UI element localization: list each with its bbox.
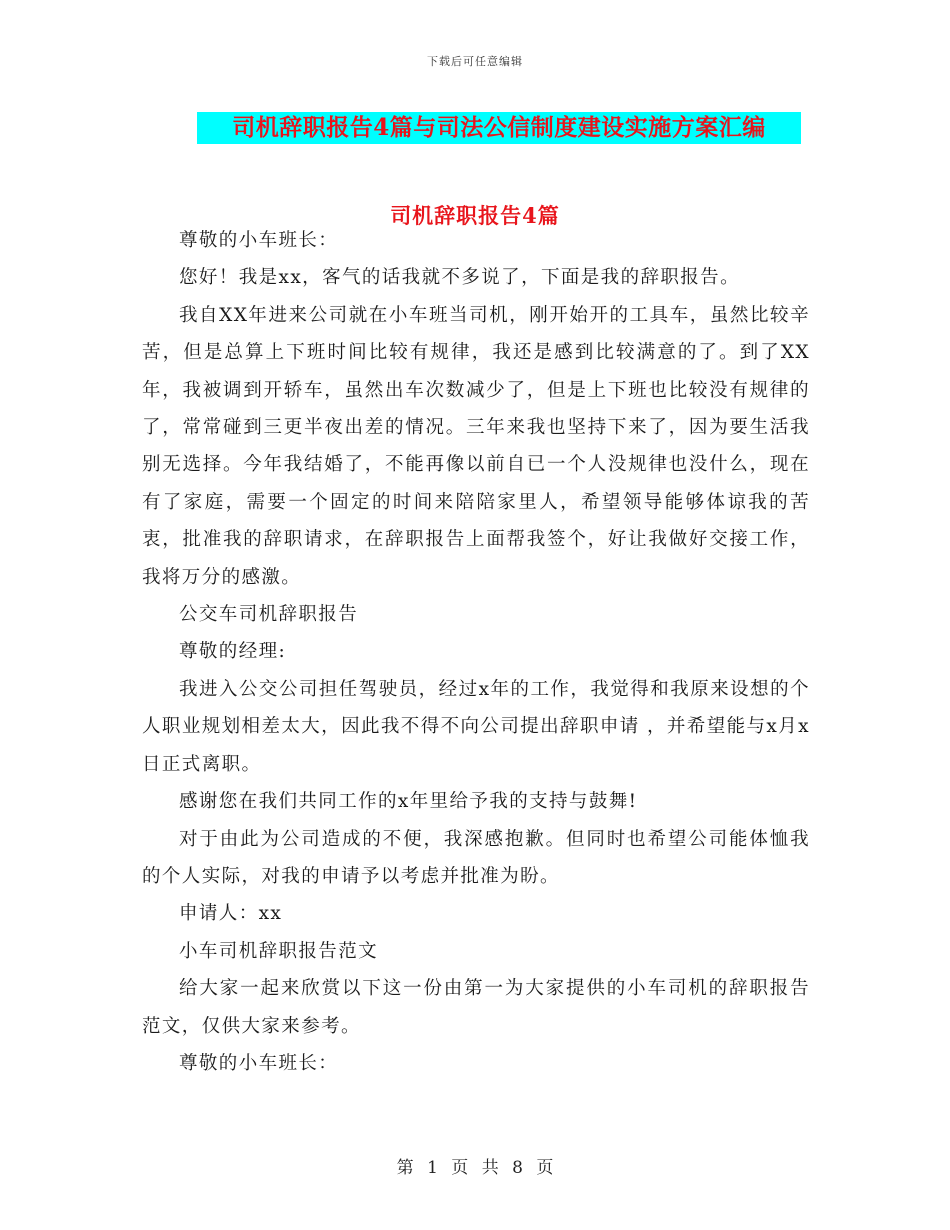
paragraph-signature: 申请人：xx — [179, 903, 283, 925]
paragraph-salutation: 尊敬的小车班长： — [179, 230, 339, 251]
document-body — [142, 222, 810, 1082]
header-note: 下载后可任意编辑 — [427, 55, 523, 68]
paragraph-greeting: 您好！我是xx，客气的话我就不多说了，下面是我的辞职报告。 — [179, 267, 740, 289]
paragraph-heading: 公交车司机辞职报告 — [179, 604, 359, 626]
page-footer: 第 1 页 共 8 页 — [396, 1158, 554, 1178]
paragraph-body: 给大家一起来欣赏以下这一份由第一为大家提供的小车司机的辞职报告范文，仅供大家来参考。 — [142, 978, 810, 1037]
main-title-highlight — [197, 112, 801, 144]
main-title: 司机辞职报告4篇与司法公信制度建设实施方案汇编 — [232, 114, 766, 141]
paragraph-body: 对于由此为公司造成的不便，我深感抱歉。但同时也希望公司能体恤我的个人实际，对我的申请予以考虑并批准为盼。 — [142, 828, 810, 887]
paragraph-heading: 小车司机辞职报告范文 — [179, 940, 379, 962]
section-title: 司机辞职报告4篇 — [390, 203, 560, 228]
paragraph-body: 我进入公交公司担任驾驶员，经过x年的工作，我觉得和我原来设想的个人职业规划相差太大，因此我不得不向公司提出辞职申请 ，并希望能与x月x日正式离职。 — [142, 678, 810, 775]
paragraph-body: 感谢您在我们共同工作的x年里给予我的支持与鼓舞! — [179, 791, 638, 813]
paragraph-salutation: 尊敬的小车班长： — [179, 1052, 339, 1074]
paragraph-body: 我自XX年进来公司就在小车班当司机，刚开始开的工具车，虽然比较辛苦，但是总算上下班时间比较有规律，我还是感到比较满意的了。到了XX年，我被调到开轿车，虽然出车次数减少了，但是上下班也比较没有规律的了，常常碰到三更半夜出差的情况。三年来我也坚持下来了，因为要生活我别无选择。今年我结婚了，不能再像以前自已一个人没规律也没什么，现在有了家庭，需要一个固定的时间来陪陪家里人，希望领导能够体谅我的苦衷，批准我的辞职请求，在辞职报告上面帮我签个，好让我做好交接工作，我将万分的感激。 — [142, 304, 810, 588]
paragraph-salutation: 尊敬的经理: — [179, 641, 287, 663]
